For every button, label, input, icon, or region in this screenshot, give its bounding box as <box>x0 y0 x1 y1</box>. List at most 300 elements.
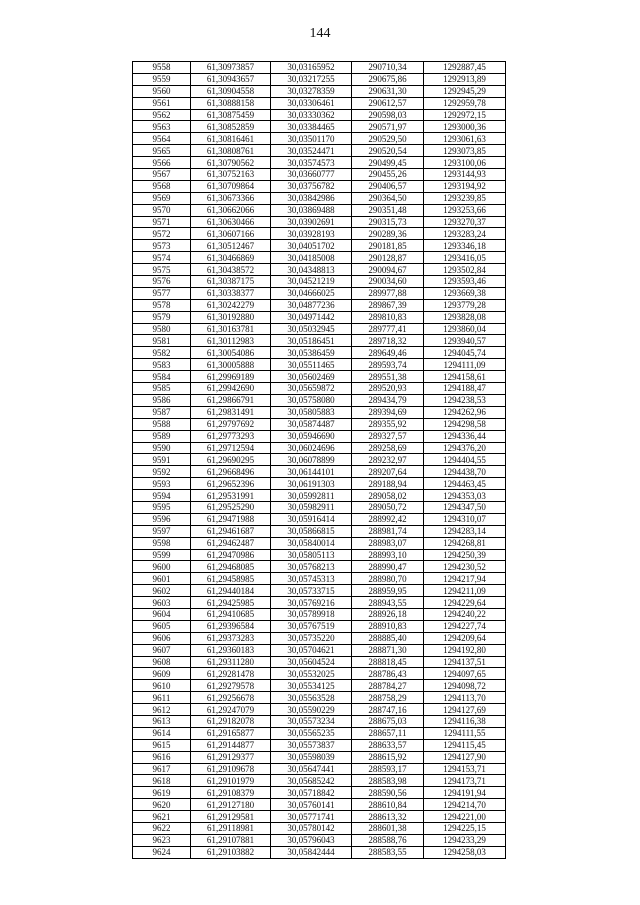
longitude-cell: 30,05769216 <box>271 597 352 609</box>
longitude-cell: 30,03330362 <box>271 109 352 121</box>
table-row <box>133 394 506 406</box>
longitude-cell: 30,05604524 <box>271 656 352 668</box>
x-coordinate-cell: 288610,84 <box>352 799 424 811</box>
y-coordinate-cell: 1294192,80 <box>424 644 506 656</box>
latitude-cell: 61,29797692 <box>191 418 271 430</box>
point-number-cell: 9584 <box>133 371 191 383</box>
y-coordinate-cell: 1293940,57 <box>424 335 506 347</box>
longitude-cell: 30,03574573 <box>271 157 352 169</box>
table-row <box>133 466 506 478</box>
point-number-cell: 9610 <box>133 680 191 692</box>
y-coordinate-cell: 1294127,69 <box>424 704 506 716</box>
latitude-cell: 61,30163781 <box>191 323 271 335</box>
table-row <box>133 525 506 537</box>
latitude-cell: 61,29107881 <box>191 834 271 846</box>
table-row <box>133 145 506 157</box>
y-coordinate-cell: 1293416,05 <box>424 252 506 264</box>
y-coordinate-cell: 1292913,89 <box>424 73 506 85</box>
longitude-cell: 30,03217255 <box>271 73 352 85</box>
latitude-cell: 61,29396584 <box>191 620 271 632</box>
table-row <box>133 597 506 609</box>
y-coordinate-cell: 1294115,45 <box>424 739 506 751</box>
table-row <box>133 513 506 525</box>
table-row <box>133 739 506 751</box>
x-coordinate-cell: 290598,03 <box>352 109 424 121</box>
point-number-cell: 9602 <box>133 585 191 597</box>
latitude-cell: 61,29360183 <box>191 644 271 656</box>
latitude-cell: 61,29165877 <box>191 727 271 739</box>
latitude-cell: 61,29256678 <box>191 692 271 704</box>
point-number-cell: 9623 <box>133 834 191 846</box>
point-number-cell: 9569 <box>133 192 191 204</box>
point-number-cell: 9595 <box>133 501 191 513</box>
point-number-cell: 9570 <box>133 204 191 216</box>
longitude-cell: 30,06078899 <box>271 454 352 466</box>
point-number-cell: 9603 <box>133 597 191 609</box>
point-number-cell: 9582 <box>133 347 191 359</box>
latitude-cell: 61,30875459 <box>191 109 271 121</box>
point-number-cell: 9618 <box>133 775 191 787</box>
latitude-cell: 61,30662066 <box>191 204 271 216</box>
y-coordinate-cell: 1293270,37 <box>424 216 506 228</box>
y-coordinate-cell: 1294258,03 <box>424 846 506 858</box>
latitude-cell: 61,30852859 <box>191 121 271 133</box>
latitude-cell: 61,30112983 <box>191 335 271 347</box>
point-number-cell: 9604 <box>133 608 191 620</box>
point-number-cell: 9578 <box>133 299 191 311</box>
x-coordinate-cell: 290499,45 <box>352 157 424 169</box>
table-row <box>133 287 506 299</box>
y-coordinate-cell: 1294463,45 <box>424 478 506 490</box>
latitude-cell: 61,29773293 <box>191 430 271 442</box>
point-number-cell: 9593 <box>133 478 191 490</box>
table-row <box>133 240 506 252</box>
table-row <box>133 846 506 858</box>
latitude-cell: 61,30192880 <box>191 311 271 323</box>
point-number-cell: 9608 <box>133 656 191 668</box>
table-row <box>133 823 506 835</box>
longitude-cell: 30,05758080 <box>271 394 352 406</box>
latitude-cell: 61,29969189 <box>191 371 271 383</box>
x-coordinate-cell: 289649,46 <box>352 347 424 359</box>
x-coordinate-cell: 290315,73 <box>352 216 424 228</box>
table-row <box>133 228 506 240</box>
x-coordinate-cell: 289593,74 <box>352 359 424 371</box>
x-coordinate-cell: 288992,42 <box>352 513 424 525</box>
y-coordinate-cell: 1294238,53 <box>424 394 506 406</box>
longitude-cell: 30,03902691 <box>271 216 352 228</box>
x-coordinate-cell: 288818,45 <box>352 656 424 668</box>
latitude-cell: 61,30790562 <box>191 157 271 169</box>
x-coordinate-cell: 290675,86 <box>352 73 424 85</box>
point-number-cell: 9588 <box>133 418 191 430</box>
point-number-cell: 9581 <box>133 335 191 347</box>
y-coordinate-cell: 1294376,20 <box>424 442 506 454</box>
table-row <box>133 323 506 335</box>
point-number-cell: 9624 <box>133 846 191 858</box>
x-coordinate-cell: 289232,97 <box>352 454 424 466</box>
point-number-cell: 9590 <box>133 442 191 454</box>
x-coordinate-cell: 288910,83 <box>352 620 424 632</box>
x-coordinate-cell: 288959,95 <box>352 585 424 597</box>
table-row <box>133 644 506 656</box>
y-coordinate-cell: 1293346,18 <box>424 240 506 252</box>
x-coordinate-cell: 290455,26 <box>352 169 424 181</box>
x-coordinate-cell: 290612,57 <box>352 97 424 109</box>
longitude-cell: 30,05598039 <box>271 751 352 763</box>
y-coordinate-cell: 1294240,22 <box>424 608 506 620</box>
y-coordinate-cell: 1293144,93 <box>424 169 506 181</box>
point-number-cell: 9606 <box>133 632 191 644</box>
latitude-cell: 61,29425985 <box>191 597 271 609</box>
latitude-cell: 61,29311280 <box>191 656 271 668</box>
y-coordinate-cell: 1293828,08 <box>424 311 506 323</box>
table-row <box>133 252 506 264</box>
latitude-cell: 61,30808761 <box>191 145 271 157</box>
y-coordinate-cell: 1294347,50 <box>424 501 506 513</box>
point-number-cell: 9572 <box>133 228 191 240</box>
table-row <box>133 763 506 775</box>
x-coordinate-cell: 290631,30 <box>352 85 424 97</box>
table-row <box>133 561 506 573</box>
y-coordinate-cell: 1294191,94 <box>424 787 506 799</box>
y-coordinate-cell: 1293000,36 <box>424 121 506 133</box>
y-coordinate-cell: 1294188,47 <box>424 383 506 395</box>
y-coordinate-cell: 1293779,28 <box>424 299 506 311</box>
point-number-cell: 9585 <box>133 383 191 395</box>
longitude-cell: 30,05916414 <box>271 513 352 525</box>
latitude-cell: 61,29101979 <box>191 775 271 787</box>
table-row <box>133 97 506 109</box>
x-coordinate-cell: 289551,38 <box>352 371 424 383</box>
x-coordinate-cell: 288675,03 <box>352 715 424 727</box>
latitude-cell: 61,30816461 <box>191 133 271 145</box>
y-coordinate-cell: 1294214,70 <box>424 799 506 811</box>
table-row <box>133 180 506 192</box>
latitude-cell: 61,29462487 <box>191 537 271 549</box>
latitude-cell: 61,29652396 <box>191 478 271 490</box>
longitude-cell: 30,05874487 <box>271 418 352 430</box>
point-number-cell: 9564 <box>133 133 191 145</box>
latitude-cell: 61,30387175 <box>191 276 271 288</box>
longitude-cell: 30,03842986 <box>271 192 352 204</box>
longitude-cell: 30,05771741 <box>271 811 352 823</box>
point-number-cell: 9616 <box>133 751 191 763</box>
point-number-cell: 9614 <box>133 727 191 739</box>
point-number-cell: 9597 <box>133 525 191 537</box>
point-number-cell: 9567 <box>133 169 191 181</box>
x-coordinate-cell: 289520,93 <box>352 383 424 395</box>
point-number-cell: 9579 <box>133 311 191 323</box>
longitude-cell: 30,05982911 <box>271 501 352 513</box>
longitude-cell: 30,05186451 <box>271 335 352 347</box>
longitude-cell: 30,05789918 <box>271 608 352 620</box>
point-number-cell: 9560 <box>133 85 191 97</box>
point-number-cell: 9611 <box>133 692 191 704</box>
point-number-cell: 9565 <box>133 145 191 157</box>
y-coordinate-cell: 1292972,15 <box>424 109 506 121</box>
point-number-cell: 9583 <box>133 359 191 371</box>
latitude-cell: 61,29127180 <box>191 799 271 811</box>
latitude-cell: 61,29182078 <box>191 715 271 727</box>
x-coordinate-cell: 289810,83 <box>352 311 424 323</box>
table-row <box>133 704 506 716</box>
y-coordinate-cell: 1294250,39 <box>424 549 506 561</box>
latitude-cell: 61,30242279 <box>191 299 271 311</box>
table-row <box>133 775 506 787</box>
y-coordinate-cell: 1294111,55 <box>424 727 506 739</box>
table-row <box>133 430 506 442</box>
x-coordinate-cell: 288601,38 <box>352 823 424 835</box>
latitude-cell: 61,30630466 <box>191 216 271 228</box>
point-number-cell: 9568 <box>133 180 191 192</box>
longitude-cell: 30,03306461 <box>271 97 352 109</box>
longitude-cell: 30,03524471 <box>271 145 352 157</box>
longitude-cell: 30,03278359 <box>271 85 352 97</box>
table-row <box>133 692 506 704</box>
y-coordinate-cell: 1294233,29 <box>424 834 506 846</box>
y-coordinate-cell: 1294268,81 <box>424 537 506 549</box>
table-row <box>133 276 506 288</box>
longitude-cell: 30,05767519 <box>271 620 352 632</box>
x-coordinate-cell: 288583,98 <box>352 775 424 787</box>
x-coordinate-cell: 290094,67 <box>352 264 424 276</box>
y-coordinate-cell: 1294137,51 <box>424 656 506 668</box>
x-coordinate-cell: 288758,29 <box>352 692 424 704</box>
y-coordinate-cell: 1293073,85 <box>424 145 506 157</box>
x-coordinate-cell: 288583,55 <box>352 846 424 858</box>
y-coordinate-cell: 1293100,06 <box>424 157 506 169</box>
x-coordinate-cell: 290128,87 <box>352 252 424 264</box>
longitude-cell: 30,05590229 <box>271 704 352 716</box>
table-row <box>133 133 506 145</box>
longitude-cell: 30,04051702 <box>271 240 352 252</box>
latitude-cell: 61,29690295 <box>191 454 271 466</box>
longitude-cell: 30,04971442 <box>271 311 352 323</box>
x-coordinate-cell: 289977,88 <box>352 287 424 299</box>
y-coordinate-cell: 1294127,90 <box>424 751 506 763</box>
point-number-cell: 9563 <box>133 121 191 133</box>
point-number-cell: 9558 <box>133 62 191 74</box>
point-number-cell: 9613 <box>133 715 191 727</box>
y-coordinate-cell: 1294404,55 <box>424 454 506 466</box>
longitude-cell: 30,04185008 <box>271 252 352 264</box>
x-coordinate-cell: 289434,79 <box>352 394 424 406</box>
latitude-cell: 61,30973857 <box>191 62 271 74</box>
latitude-cell: 61,30512467 <box>191 240 271 252</box>
point-number-cell: 9592 <box>133 466 191 478</box>
longitude-cell: 30,05573837 <box>271 739 352 751</box>
longitude-cell: 30,05685242 <box>271 775 352 787</box>
y-coordinate-cell: 1293194,92 <box>424 180 506 192</box>
longitude-cell: 30,05805113 <box>271 549 352 561</box>
longitude-cell: 30,03660777 <box>271 169 352 181</box>
latitude-cell: 61,29247079 <box>191 704 271 716</box>
point-number-cell: 9620 <box>133 799 191 811</box>
coordinates-table-body <box>133 62 506 859</box>
y-coordinate-cell: 1292945,29 <box>424 85 506 97</box>
latitude-cell: 61,29831491 <box>191 406 271 418</box>
longitude-cell: 30,05796043 <box>271 834 352 846</box>
x-coordinate-cell: 290364,50 <box>352 192 424 204</box>
longitude-cell: 30,05602469 <box>271 371 352 383</box>
longitude-cell: 30,05768213 <box>271 561 352 573</box>
longitude-cell: 30,03928193 <box>271 228 352 240</box>
table-row <box>133 680 506 692</box>
longitude-cell: 30,05659872 <box>271 383 352 395</box>
x-coordinate-cell: 290181,85 <box>352 240 424 252</box>
longitude-cell: 30,05840014 <box>271 537 352 549</box>
point-number-cell: 9561 <box>133 97 191 109</box>
longitude-cell: 30,05733715 <box>271 585 352 597</box>
longitude-cell: 30,04348813 <box>271 264 352 276</box>
point-number-cell: 9577 <box>133 287 191 299</box>
latitude-cell: 61,29531991 <box>191 490 271 502</box>
table-row <box>133 121 506 133</box>
longitude-cell: 30,05735220 <box>271 632 352 644</box>
table-row <box>133 573 506 585</box>
point-number-cell: 9576 <box>133 276 191 288</box>
table-row <box>133 383 506 395</box>
latitude-cell: 61,29525290 <box>191 501 271 513</box>
latitude-cell: 61,29109678 <box>191 763 271 775</box>
y-coordinate-cell: 1294353,03 <box>424 490 506 502</box>
table-row <box>133 727 506 739</box>
table-row <box>133 371 506 383</box>
latitude-cell: 61,29440184 <box>191 585 271 597</box>
x-coordinate-cell: 290571,97 <box>352 121 424 133</box>
latitude-cell: 61,29108379 <box>191 787 271 799</box>
y-coordinate-cell: 1294217,94 <box>424 573 506 585</box>
x-coordinate-cell: 290351,48 <box>352 204 424 216</box>
y-coordinate-cell: 1293283,24 <box>424 228 506 240</box>
x-coordinate-cell: 289394,69 <box>352 406 424 418</box>
x-coordinate-cell: 289327,57 <box>352 430 424 442</box>
y-coordinate-cell: 1294227,74 <box>424 620 506 632</box>
point-number-cell: 9586 <box>133 394 191 406</box>
table-row <box>133 73 506 85</box>
x-coordinate-cell: 289355,92 <box>352 418 424 430</box>
coordinates-table <box>132 61 506 859</box>
latitude-cell: 61,29942690 <box>191 383 271 395</box>
point-number-cell: 9622 <box>133 823 191 835</box>
latitude-cell: 61,30709864 <box>191 180 271 192</box>
point-number-cell: 9596 <box>133 513 191 525</box>
latitude-cell: 61,30338377 <box>191 287 271 299</box>
longitude-cell: 30,05842444 <box>271 846 352 858</box>
table-row <box>133 454 506 466</box>
x-coordinate-cell: 288593,17 <box>352 763 424 775</box>
latitude-cell: 61,30752163 <box>191 169 271 181</box>
table-row <box>133 157 506 169</box>
y-coordinate-cell: 1294153,71 <box>424 763 506 775</box>
point-number-cell: 9609 <box>133 668 191 680</box>
point-number-cell: 9562 <box>133 109 191 121</box>
table-row <box>133 811 506 823</box>
x-coordinate-cell: 288615,92 <box>352 751 424 763</box>
longitude-cell: 30,05573234 <box>271 715 352 727</box>
longitude-cell: 30,05946690 <box>271 430 352 442</box>
longitude-cell: 30,05511465 <box>271 359 352 371</box>
x-coordinate-cell: 288993,10 <box>352 549 424 561</box>
longitude-cell: 30,06024696 <box>271 442 352 454</box>
table-row <box>133 62 506 74</box>
table-row <box>133 787 506 799</box>
longitude-cell: 30,05704621 <box>271 644 352 656</box>
longitude-cell: 30,05032945 <box>271 323 352 335</box>
point-number-cell: 9619 <box>133 787 191 799</box>
latitude-cell: 61,29471988 <box>191 513 271 525</box>
point-number-cell: 9559 <box>133 73 191 85</box>
table-row <box>133 799 506 811</box>
table-row <box>133 490 506 502</box>
x-coordinate-cell: 290710,34 <box>352 62 424 74</box>
table-row <box>133 311 506 323</box>
x-coordinate-cell: 288590,56 <box>352 787 424 799</box>
point-number-cell: 9599 <box>133 549 191 561</box>
longitude-cell: 30,03501170 <box>271 133 352 145</box>
latitude-cell: 61,30943657 <box>191 73 271 85</box>
y-coordinate-cell: 1294283,14 <box>424 525 506 537</box>
point-number-cell: 9575 <box>133 264 191 276</box>
y-coordinate-cell: 1294209,64 <box>424 632 506 644</box>
x-coordinate-cell: 288613,32 <box>352 811 424 823</box>
y-coordinate-cell: 1293061,63 <box>424 133 506 145</box>
table-row <box>133 442 506 454</box>
point-number-cell: 9621 <box>133 811 191 823</box>
table-row <box>133 192 506 204</box>
x-coordinate-cell: 289058,02 <box>352 490 424 502</box>
point-number-cell: 9589 <box>133 430 191 442</box>
x-coordinate-cell: 289777,41 <box>352 323 424 335</box>
longitude-cell: 30,03165952 <box>271 62 352 74</box>
latitude-cell: 61,29129377 <box>191 751 271 763</box>
point-number-cell: 9605 <box>133 620 191 632</box>
latitude-cell: 61,30466869 <box>191 252 271 264</box>
x-coordinate-cell: 288784,27 <box>352 680 424 692</box>
x-coordinate-cell: 288990,47 <box>352 561 424 573</box>
latitude-cell: 61,29410685 <box>191 608 271 620</box>
point-number-cell: 9601 <box>133 573 191 585</box>
latitude-cell: 61,29118981 <box>191 823 271 835</box>
point-number-cell: 9571 <box>133 216 191 228</box>
table-row <box>133 834 506 846</box>
y-coordinate-cell: 1294230,52 <box>424 561 506 573</box>
latitude-cell: 61,29373283 <box>191 632 271 644</box>
y-coordinate-cell: 1294298,58 <box>424 418 506 430</box>
table-row <box>133 715 506 727</box>
y-coordinate-cell: 1293239,85 <box>424 192 506 204</box>
y-coordinate-cell: 1294111,09 <box>424 359 506 371</box>
table-row <box>133 418 506 430</box>
latitude-cell: 61,29458985 <box>191 573 271 585</box>
longitude-cell: 30,05534125 <box>271 680 352 692</box>
x-coordinate-cell: 288871,30 <box>352 644 424 656</box>
y-coordinate-cell: 1294097,65 <box>424 668 506 680</box>
x-coordinate-cell: 289718,32 <box>352 335 424 347</box>
table-row <box>133 751 506 763</box>
point-number-cell: 9600 <box>133 561 191 573</box>
y-coordinate-cell: 1294262,96 <box>424 406 506 418</box>
latitude-cell: 61,29281478 <box>191 668 271 680</box>
longitude-cell: 30,06144101 <box>271 466 352 478</box>
longitude-cell: 30,04877236 <box>271 299 352 311</box>
longitude-cell: 30,03384465 <box>271 121 352 133</box>
longitude-cell: 30,05532025 <box>271 668 352 680</box>
table-row <box>133 656 506 668</box>
longitude-cell: 30,05780142 <box>271 823 352 835</box>
y-coordinate-cell: 1294173,71 <box>424 775 506 787</box>
